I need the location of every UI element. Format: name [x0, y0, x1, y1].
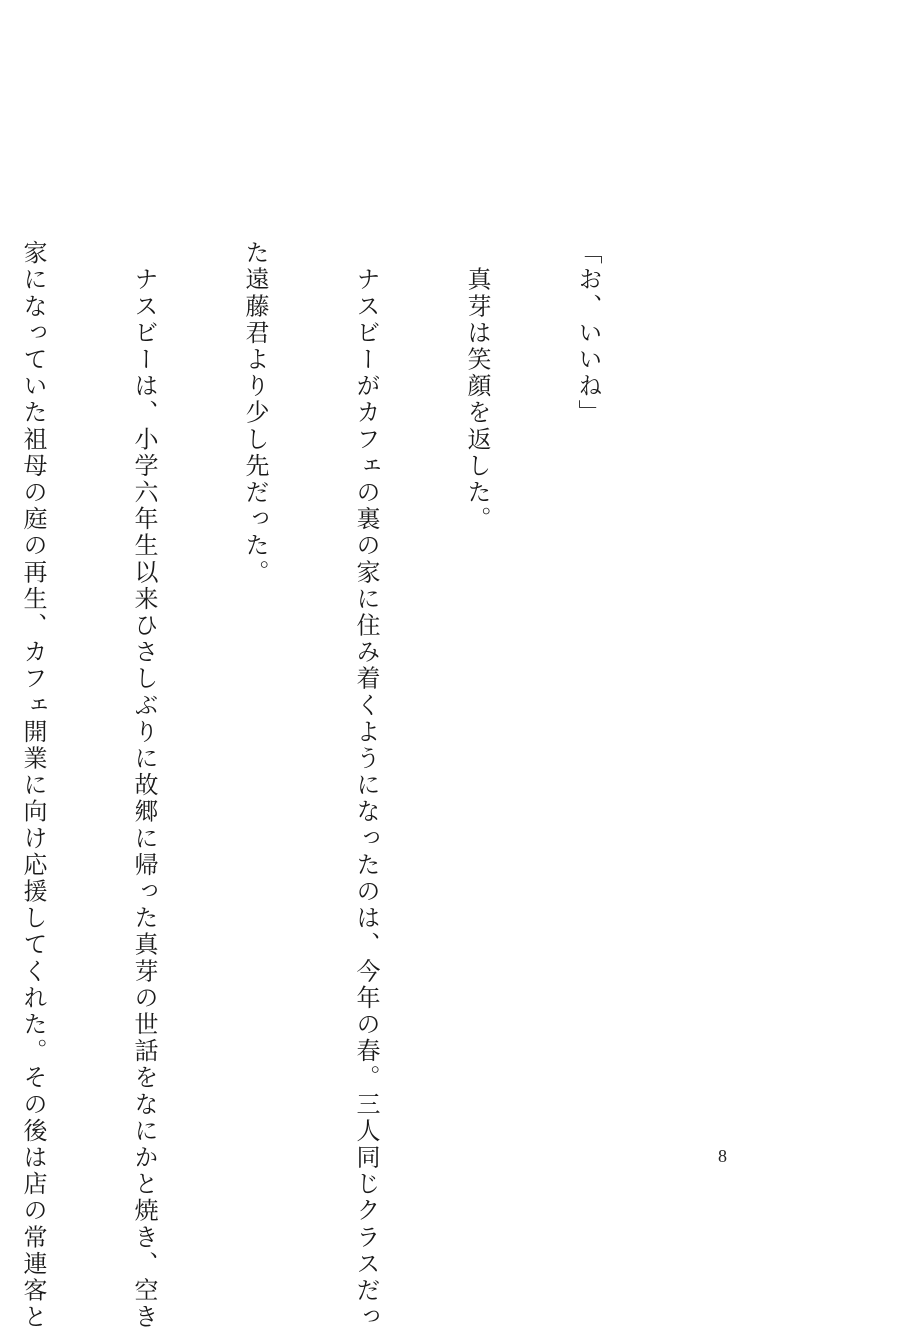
text-line: た遠藤君より少し先だった。 [241, 240, 269, 586]
body-text [0, 240, 680, 1331]
text-line: ナスビーは、小学六年生以来ひさしぶりに故郷に帰った真芽の世話をなにかと焼き、空き [130, 240, 158, 1331]
text-line: 家になっていた祖母の庭の再生、カフェ開業に向け応援してくれた。その後は店の常連客と [19, 240, 47, 1331]
page-number: 8 [718, 1146, 727, 1166]
text-line: 「お、いいね」 [574, 240, 602, 427]
text-line: 真芽は笑顔を返した。 [463, 240, 491, 533]
text-line: ナスビーがカフェの裏の家に住み着くようになったのは、今年の春。三人同じクラスだっ [352, 240, 380, 1331]
